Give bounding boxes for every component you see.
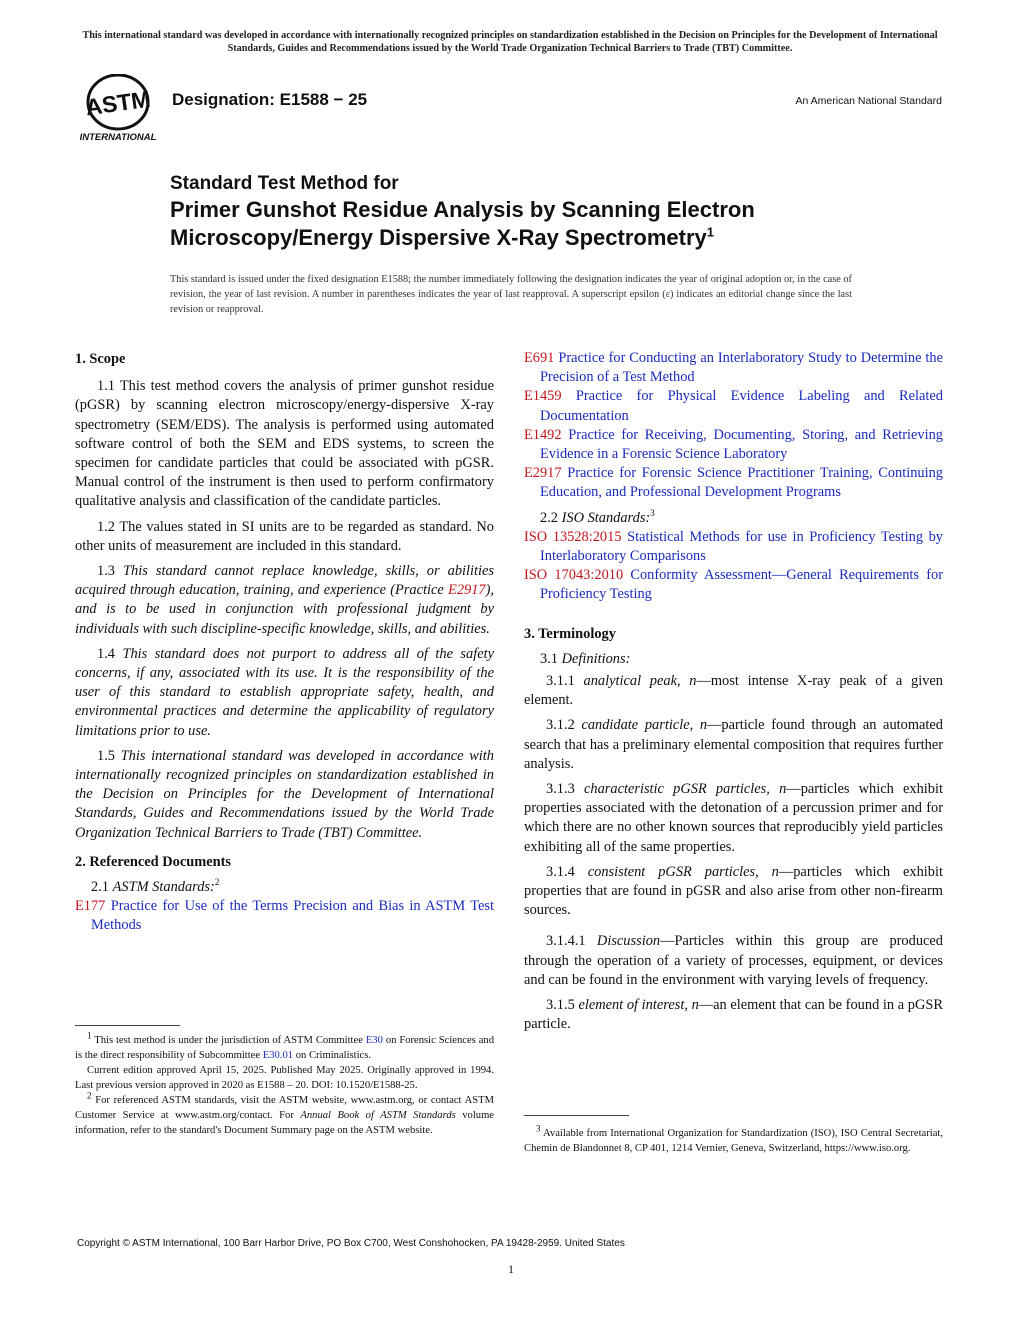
ref-code[interactable]: E177 — [75, 898, 106, 915]
iso-footnote-mark: 3 — [650, 507, 655, 518]
ref-item-e691[interactable] — [524, 349, 943, 387]
top-notice: This international standard was developed in accordance with internationally recognized principles on standardization established in the Decision on Principles for the Development of International Standards, Guides and Recommendations issued by the World Trade Organization Technical Barriers to Trade (TBT) Committee. — [82, 30, 938, 54]
scope-heading: 1. Scope — [75, 351, 126, 367]
footnote-3: $^3$ Available from International Organization for Standardization (ISO), ISO Central Secretariat, Chemin de Blandonnet 8, CP 401, 1214 Vernier, Geneva, Switzerland, https://www.iso.org. — [524, 1123, 943, 1154]
term-num: 3.1.4 — [546, 863, 575, 880]
term-name: analytical peak, n — [583, 673, 697, 690]
para-1-5-num: 1.5 — [97, 747, 115, 764]
definitions-num: 3.1 — [540, 650, 558, 667]
ref-title[interactable]: Practice for Physical Evidence Labeling and Related Documentation — [540, 388, 943, 424]
para-1-5 — [75, 747, 494, 843]
term-num: 3.1.2 — [546, 717, 575, 734]
refdocs-heading: 2. Referenced Documents — [75, 853, 231, 870]
term-3-1-2 — [524, 716, 943, 774]
ref-title[interactable]: Practice for Receiving, Documenting, Storing, and Retrieving Evidence in a Forensic Science Laboratory — [540, 426, 943, 463]
para-1-1: 1.1 This test method covers the analysis of primer gunshot residue (pGSR) by scanning electron microscopy/energy-dispersive X-ray spectrometry (SEM/EDS). The analysis is performed using automated software control of both the SEM and EDS systems, to screen the specimen for candidate particles that could be associated with pGSR. Manual control of the instrument is then used to perform confirmatory qualitative analysis and classification of the candidate particles. — [75, 378, 494, 510]
ref-item-e2917[interactable] — [524, 464, 943, 502]
logo-subtext: INTERNATIONAL — [79, 132, 157, 143]
term-def: —most intense X-ray peak of a given element. — [524, 673, 944, 709]
footnote-rule-right — [524, 1115, 629, 1116]
para-1-4-text: This standard does not purport to address all of the safety concerns, if any, associated with its use. It is the responsibility of the user of this standard to establish appropriate safety, health, and environmental practices and determine the applicability of regulatory limitations prior to use. — [75, 645, 494, 739]
astm-standards-label — [75, 878, 494, 897]
term-def: —Particles within this group are produced through the operation of a variety of processes, equipment, or devices and can be found in the environment with varying levels of frequency. — [524, 933, 943, 988]
para-1-4 — [75, 645, 494, 741]
definitions-label — [524, 650, 943, 669]
link-e2917[interactable]: E2917 — [448, 582, 486, 599]
document-title — [170, 172, 870, 252]
iso-label-text: ISO Standards: — [561, 509, 651, 526]
term-3-1-4 — [524, 863, 943, 921]
term-3-1-5 — [524, 996, 943, 1034]
para-1-3 — [75, 562, 494, 639]
logo-text: ASTM — [83, 85, 152, 121]
title-line-1: Standard Test Method for — [170, 173, 399, 194]
para-1-3-num: 1.3 — [97, 563, 115, 580]
ref-code[interactable]: E1492 — [524, 426, 562, 443]
astm-label-text: ASTM Standards: — [112, 879, 215, 896]
ref-item-e1492[interactable] — [524, 426, 943, 464]
term-def: —particles which exhibit properties associated with the detonation of a percussion primer and for which there are no other known sources that reproducibly yield particles exhibiting all of the same properties. — [524, 781, 943, 855]
iso-label-num: 2.2 — [540, 509, 558, 526]
right-column — [524, 349, 943, 1041]
intro-paragraph: This standard is issued under the fixed designation E1588; the number immediately following the designation indicates the year of original adoption or, in the case of revision, the year of last revision. A number in parentheses indicates the year of last reapproval. A superscript epsilon (ε) indicates an editorial change since the last revision or reapproval. — [170, 274, 852, 315]
terminology-heading: 3. Terminology — [524, 625, 616, 642]
term-num: 3.1.1 — [546, 673, 575, 690]
fn1-text-a: This test method is under the jurisdiction of ASTM Committee — [94, 1035, 363, 1046]
para-1-4-num: 1.4 — [97, 645, 115, 662]
ref-title[interactable]: Practice for Use of the Terms Precision and Bias in ASTM Test Methods — [91, 898, 494, 934]
title-line-3-text: Microscopy/Energy Dispersive X-Ray Spectrometry — [170, 225, 707, 250]
ref-code[interactable]: E2917 — [524, 465, 562, 482]
term-name: candidate particle, n — [581, 717, 708, 734]
left-column — [75, 350, 494, 936]
footnotes-right — [524, 1123, 943, 1156]
title-footnote-mark: 1 — [706, 224, 714, 240]
astm-label-num: 2.1 — [91, 879, 109, 896]
term-name: characteristic pGSR particles, n — [584, 781, 787, 798]
ref-item-e177[interactable] — [75, 897, 494, 935]
ref-code[interactable]: E1459 — [524, 388, 562, 405]
title-line-3 — [170, 224, 870, 252]
ref-title[interactable]: Statistical Methods for use in Proficiency Testing by Interlaboratory Comparisons — [540, 528, 943, 565]
para-1-2: 1.2 The values stated in SI units are to be regarded as standard. No other units of measurement are included in this standard. — [75, 518, 494, 554]
ref-item-iso-17043[interactable] — [524, 566, 943, 604]
title-line-2: Primer Gunshot Residue Analysis by Scanning Electron — [170, 197, 755, 222]
fn2-text-a: For referenced ASTM standards, visit the ASTM website, www.astm.org, or contact ASTM Customer Service at www.astm.org/contact. For — [75, 1095, 495, 1121]
ref-item-e1459[interactable] — [524, 387, 943, 425]
ref-title[interactable]: Conformity Assessment—General Requirements for Proficiency Testing — [540, 567, 943, 603]
astm-footnote-mark: 2 — [214, 877, 220, 888]
footnote-2: $^2$ For referenced ASTM standards, visit the ASTM website, www.astm.org, or contact ASTM Customer Service at www.astm.org/contact. For Annual Book of ASTM Standards volume information, refer to the standard's Document Summary page on the ASTM website. — [75, 1090, 495, 1136]
ref-title[interactable]: Practice for Forensic Science Practitioner Training, Continuing Education, and Professional Development Programs — [540, 465, 943, 501]
fn1-text-b: on Forensic Sciences and is the direct responsibility of Subcommittee — [75, 1035, 494, 1061]
fn3-text: Available from International Organization for Standardization (ISO), ISO Central Secretariat, Chemin de Blandonnet 8, CP 401, 1214 Vernier, Geneva, Switzerland, https://www.iso.org. — [524, 1128, 943, 1154]
term-name: element of interest, n — [578, 997, 699, 1014]
term-name: Discussion — [596, 933, 661, 950]
page-number: 1 — [508, 1262, 514, 1276]
term-3-1-4-1 — [524, 932, 943, 990]
fn2-italic: Annual Book of ASTM Standards — [300, 1110, 456, 1121]
copyright: Copyright © ASTM International, 100 Barr Harbor Drive, PO Box C700, West Conshohocken, PA 19428-2959. United States — [77, 1238, 625, 1249]
term-3-1-1 — [524, 672, 943, 710]
fn1-text-c: on Criminalistics. — [295, 1050, 372, 1061]
term-def: —particles which exhibit properties that are found in pGSR and also arise from other non-firearm sources. — [524, 863, 943, 919]
term-num: 3.1.3 — [546, 781, 575, 798]
term-num: 3.1.5 — [546, 997, 575, 1014]
term-name: consistent pGSR particles, n — [587, 863, 779, 880]
term-3-1-3 — [524, 780, 943, 857]
term-num: 3.1.4.1 — [546, 933, 586, 950]
ref-code[interactable]: ISO 13528:2015 — [524, 528, 622, 545]
national-standard-label: An American National Standard — [795, 95, 942, 107]
designation: Designation: E1588 − 25 — [172, 90, 368, 109]
para-1-5-text: This international standard was developed in accordance with internationally recognized principles on standardization established in the Decision on Principles for the Development of International Standards, Guides and Recommendations issued by the World Trade Organization Technical Barriers to Trade (TBT) Committee. — [75, 747, 494, 841]
fn2-text-b: volume information, refer to the standard's Document Summary page on the ASTM website. — [75, 1110, 495, 1136]
para-1-3-text-a: This standard cannot replace knowledge, skills, or abilities acquired through education, training, and experience (Practice — [75, 563, 494, 599]
para-1-3-text-b: ), and is to be used in conjunction with professional judgment by individuals with such discipline-specific knowledge, skills, and abilities. — [75, 582, 494, 637]
iso-standards-label — [524, 509, 943, 528]
footnote-rule-left — [75, 1025, 180, 1026]
ref-code[interactable]: ISO 17043:2010 — [524, 567, 624, 584]
ref-item-iso-13528[interactable] — [524, 528, 943, 566]
term-def: —particle found through an automated search that has a preliminary elemental composition that requires further analysis. — [524, 717, 943, 772]
ref-code[interactable]: E691 — [524, 350, 555, 366]
footnote-1-edition: Current edition approved April 15, 2025. Published May 2025. Originally approved in 1994. Last previous version approved in 2020 as E1588 – 20. DOI: 10.1520/E1588-25. — [75, 1065, 494, 1091]
astm-logo — [76, 74, 160, 144]
definitions-text: Definitions: — [561, 650, 631, 667]
footnotes-left — [75, 1030, 495, 1138]
footnote-1: $^1$ This test method is under the jurisdiction of ASTM Committee E30 on Forensic Sciences and is the direct responsibility of Subcommittee E30.01 on Criminalistics. — [75, 1030, 494, 1061]
term-def: —an element that can be found in a pGSR particle. — [524, 997, 943, 1033]
link-e30[interactable]: E30 — [365, 1035, 383, 1046]
ref-title[interactable]: Practice for Conducting an Interlaboratory Study to Determine the Precision of a Test Method — [540, 350, 943, 386]
link-e30-01[interactable]: E30.01 — [262, 1050, 294, 1061]
